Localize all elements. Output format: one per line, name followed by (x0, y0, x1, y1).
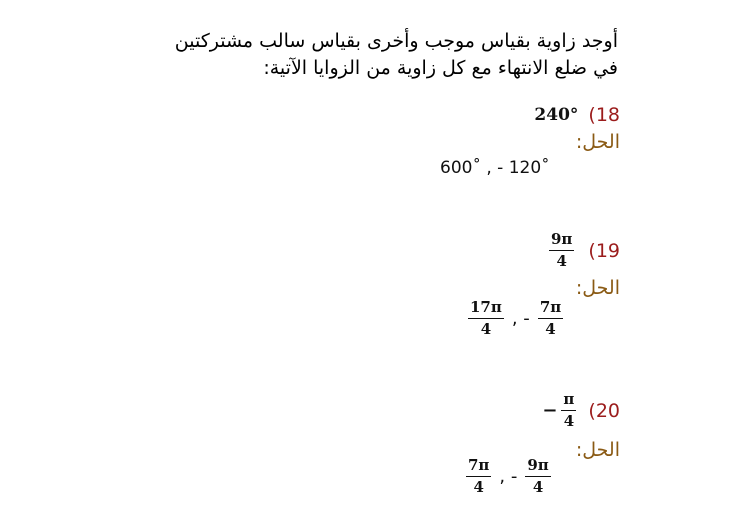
problem-19-solution-label: الحل: (575, 277, 620, 299)
problem-19-answer-positive-numerator: 17π (470, 298, 502, 316)
problem-19-given-fraction (549, 232, 574, 269)
problem-19-given-numerator: 9π (550, 230, 573, 248)
problem-20-given-numerator: π (563, 390, 575, 408)
problem-19-answer-positive (468, 300, 504, 337)
problem-19-answer-negative (538, 300, 563, 337)
problem-19-given-denominator: 4 (549, 250, 574, 269)
problem-18-solution-label: الحل: (575, 131, 620, 153)
problem-19-answer-separator: , - (511, 308, 530, 329)
problem-20-answer (466, 458, 551, 495)
problem-18-header (534, 104, 620, 126)
problem-20-number: (20 (588, 399, 620, 422)
problem-18-answer: 600˚ , - 120˚ (440, 158, 550, 178)
problem-19-answer-negative-numerator: 7π (539, 298, 562, 316)
problem-20-given (542, 392, 576, 429)
problem-20-answer-separator: , - (499, 466, 518, 487)
problem-18-given: 240° (534, 105, 579, 125)
problem-20-given-fraction (561, 392, 576, 429)
problem-19-number: (19 (588, 239, 620, 262)
instruction-line-2: في ضلع الانتهاء مع كل زاوية من الزوايا الآتية: (263, 57, 618, 79)
problem-18-number: (18 (588, 104, 620, 126)
problem-19-answer (468, 300, 563, 337)
instruction-line-1: أوجد زاوية بقياس موجب وأخرى بقياس سالب مشتركتين (174, 30, 618, 52)
problem-20-answer-positive (466, 458, 491, 495)
problem-20-given-sign: − (542, 400, 558, 421)
problem-19-answer-positive-denominator: 4 (468, 318, 504, 337)
problem-20-header (542, 392, 620, 429)
problem-20-answer-positive-denominator: 4 (466, 476, 491, 495)
problem-20-answer-positive-numerator: 7π (468, 456, 490, 474)
problem-20-given-denominator: 4 (561, 410, 576, 429)
problem-20-solution-label: الحل: (575, 439, 620, 461)
problem-20-answer-negative (525, 458, 550, 495)
problem-19-header (549, 232, 620, 269)
problem-19-answer-negative-denominator: 4 (538, 318, 563, 337)
problem-20-answer-negative-denominator: 4 (525, 476, 550, 495)
problem-20-answer-negative-numerator: 9π (527, 456, 549, 474)
